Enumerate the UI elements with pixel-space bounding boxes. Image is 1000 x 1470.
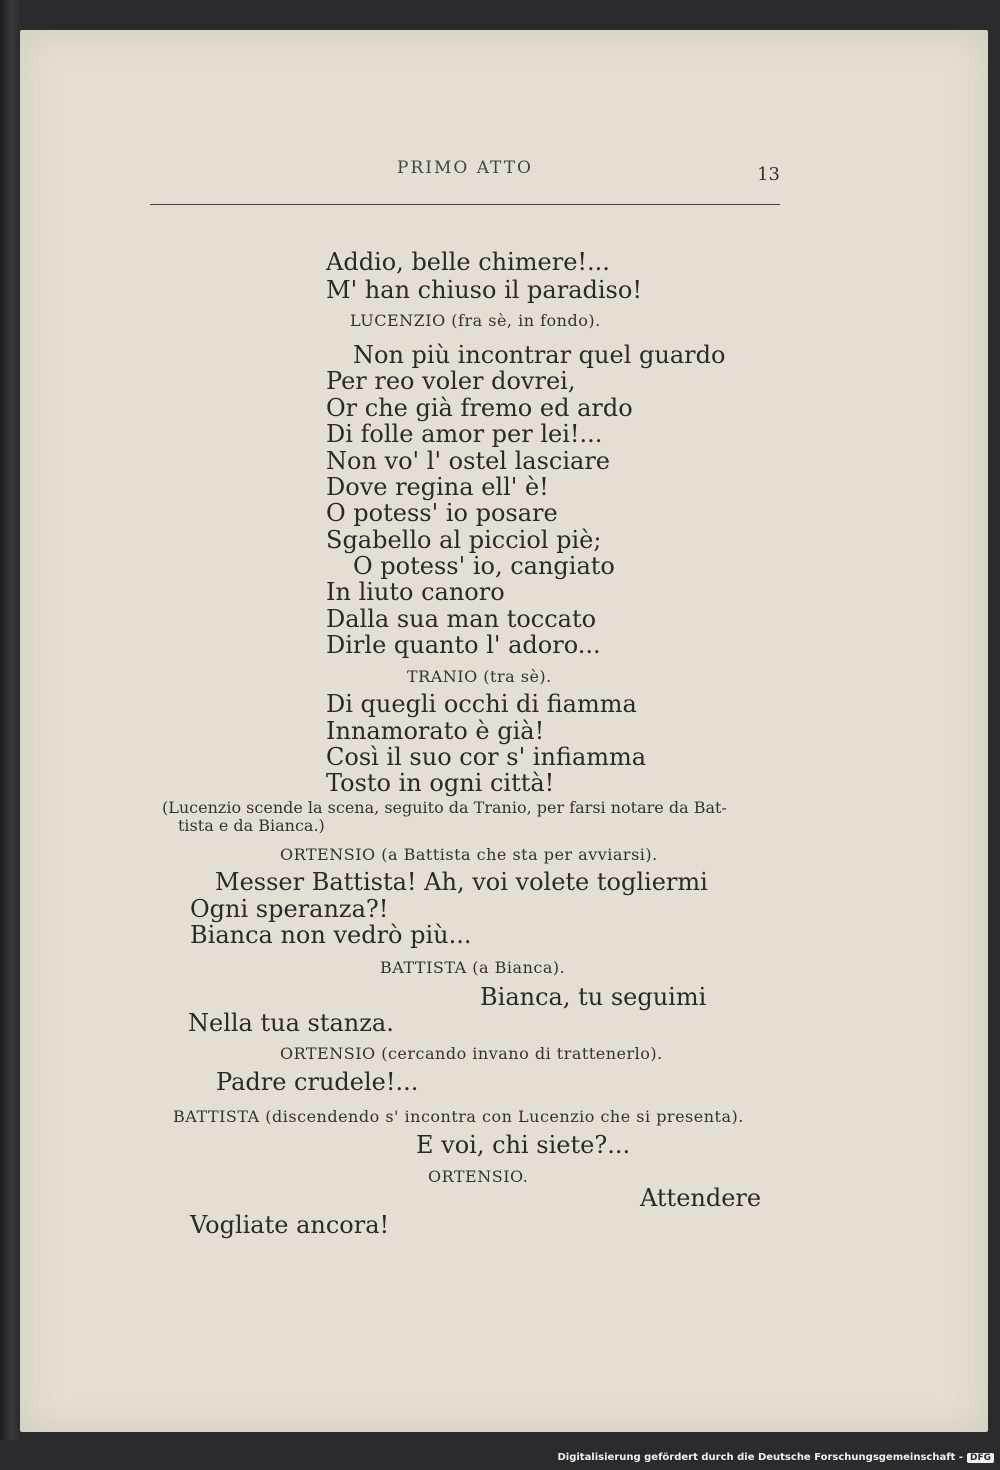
verse-line: Dalla sua man toccato <box>326 605 597 633</box>
stage-direction: (Lucenzio scende la scena, seguito da Tranio, per farsi notare da Bat- <box>162 798 727 817</box>
dfg-logo: DFG <box>967 1453 994 1463</box>
verse-line: Di quegli occhi di fiamma <box>326 690 637 718</box>
verse-line: Così il suo cor s' infiamma <box>326 743 647 771</box>
verse-line: In liuto canoro <box>326 578 505 606</box>
verse-line: Per reo voler dovrei, <box>326 367 576 395</box>
verse-line: Dove regina ell' è! <box>326 473 549 501</box>
verse-line: Nella tua stanza. <box>188 1009 394 1037</box>
speaker-heading: BATTISTA (a Bianca). <box>380 958 566 977</box>
verse-line: Sgabello al picciol piè; <box>326 526 602 554</box>
verse-line: Innamorato è già! <box>326 717 545 745</box>
verse-line: Messer Battista! Ah, voi volete togliermi <box>215 868 708 896</box>
running-head: PRIMO ATTO <box>397 158 533 178</box>
speaker-heading: ORTENSIO (a Battista che sta per avviarsi). <box>280 845 658 864</box>
speaker-heading: BATTISTA (discendendo s' incontra con Lucenzio che si presenta). <box>173 1107 744 1126</box>
verse-line: Bianca, tu seguimi <box>480 983 707 1011</box>
verse-line: E voi, chi siete?... <box>416 1131 631 1159</box>
verse-line: M' han chiuso il paradiso! <box>326 276 642 304</box>
verse-line: Vogliate ancora! <box>190 1211 390 1239</box>
verse-line: Addio, belle chimere!... <box>326 248 610 276</box>
verse-line: Ogni speranza?! <box>190 895 389 923</box>
verse-line: Non più incontrar quel guardo <box>353 341 726 369</box>
book-spine <box>0 0 20 1440</box>
credit-text: Digitalisierung gefördert durch die Deutsche Forschungsgemeinschaft - <box>557 1452 963 1463</box>
digitization-credit <box>557 1452 994 1463</box>
verse-line: O potess' io, cangiato <box>353 552 615 580</box>
speaker-heading: ORTENSIO (cercando invano di trattenerlo). <box>280 1044 663 1063</box>
verse-line: Non vo' l' ostel lasciare <box>326 447 610 475</box>
verse-line: Bianca non vedrò più... <box>190 921 472 949</box>
verse-line: Dirle quanto l' adoro... <box>326 631 601 659</box>
page-header <box>150 158 780 205</box>
verse-line: Padre crudele!... <box>216 1068 419 1096</box>
verse-line: Tosto in ogni città! <box>326 769 555 797</box>
page-number: 13 <box>757 164 780 185</box>
verse-line: Di folle amor per lei!... <box>326 420 603 448</box>
stage-direction: tista e da Bianca.) <box>178 816 325 835</box>
speaker-heading: TRANIO (tra sè). <box>407 667 552 686</box>
verse-line: Or che già fremo ed ardo <box>326 394 633 422</box>
verse-line: Attendere <box>640 1184 762 1212</box>
verse-line: O potess' io posare <box>326 499 558 527</box>
speaker-heading: ORTENSIO. <box>428 1167 529 1186</box>
speaker-heading: LUCENZIO (fra sè, in fondo). <box>350 311 601 330</box>
